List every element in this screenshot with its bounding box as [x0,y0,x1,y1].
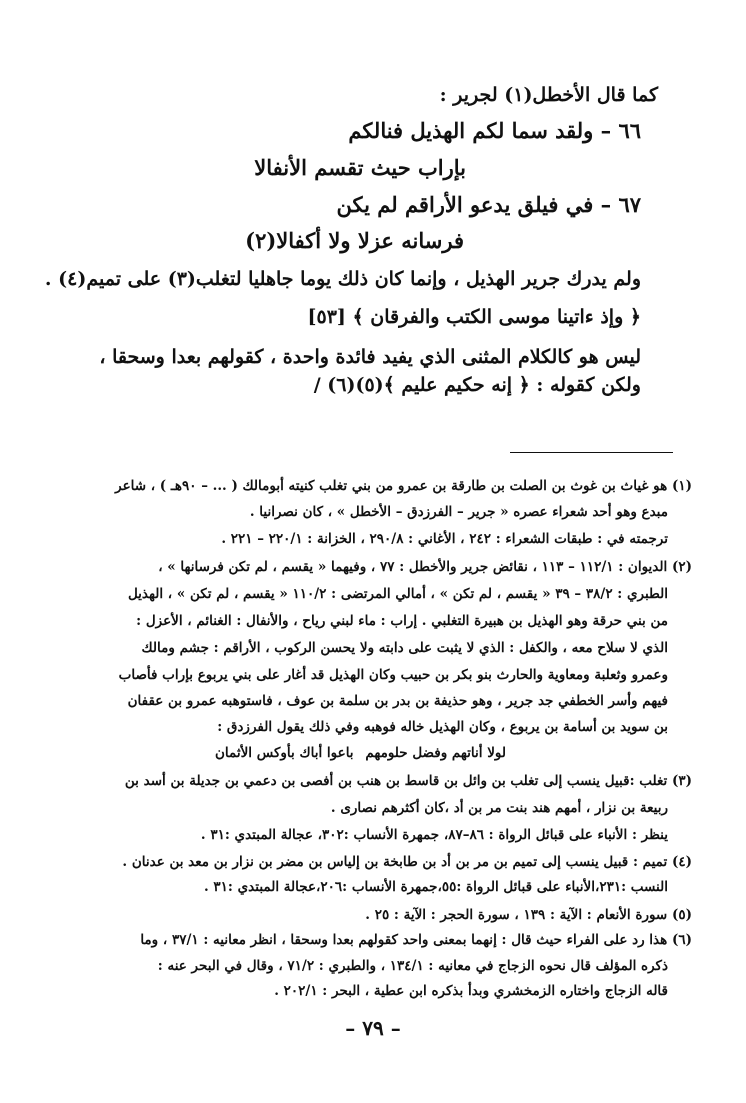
footnote-2-line-5: وعمرو وثعلبة ومعاوية والحارث بنو بكر بن حبيب وكان الهذيل قد أغار على بني يربوع بإراب فأصاب [118,667,668,683]
footnote-2-verse-first-hemistich: لولا أناتهم وفضل حلومهم [365,745,506,761]
footnote-divider [510,452,673,453]
footnote-2-line-2: الطبري : ٣٨/٢ – ٣٩ « يقسم ، لم تكن » ، أمالي المرتضى : ١١٠/٢ « يقسم ، لم تكن » ، الهذيل [127,586,668,602]
footnote-6-line-1: (٦) هذا رد على الفراء حيث قال : إنهما بمعنى واحد كقولهم بعدا وسحقا ، انظر معانيه : ٣٧/١ ، وما [140,932,692,948]
footnote-5-line-1: (٥) سورة الأنعام : الآية : ١٣٩ ، سورة الحجر : الآية : ٢٥ . [365,907,692,923]
verse-66-first-hemistich: ٦٦ – ولقد سما لكم الهذيل فنالكم [348,118,641,143]
footnote-3-line-3: ينظر : الأنباء على قبائل الرواة : ٨٦–٨٧، جمهرة الأنساب :٣٠٢، عجالة المبتدي :٣١ . [200,827,668,843]
verse-66-second-hemistich: بإراب حيث تقسم الأنفالا [254,155,466,180]
jarir-line: ولم يدرك جرير الهذيل ، وإنما كان ذلك يوما جاهليا لتغلب(٣) على تميم(٤) . [44,268,641,290]
verse-67-second-hemistich: فرسانه عزلا ولا أكفالا(٢) [245,228,464,253]
quran-ayah-line: ﴿ وإذ ءاتينا موسى الكتب والفرقان ﴾ [٥٣] [307,306,641,328]
footnote-1-line-2: مبدع وهو أحد شعراء عصره « جرير – الفرزدق – الأخطل » ، كان نصرانيا . [249,504,668,520]
footnote-2-line-1: (٢) الديوان : ١١٢/١ – ١١٣ ، نقائض جرير والأخطل : ٧٧ ، وفيهما « يقسم ، لم تكن فرسانها » ، [158,559,692,575]
footnote-2-verse-second-hemistich: باعوا أباك بأوكس الأثمان [215,745,354,761]
footnote-6-line-2: ذكره المؤلف قال نحوه الزجاج في معانيه : ١٣٤/١ ، والطبري : ٧١/٢ ، وقال في البحر عنه : [157,958,668,974]
verse-67-first-hemistich: ٦٧ – في فيلق يدعو الأراقم لم يكن [336,192,641,217]
footnote-2-line-7: بن سويد بن أسامة بن يربوع ، وكان الهذيل خاله فوهبه وفي ذلك يقول الفرزدق : [217,719,668,735]
footnote-2-line-4: الذي لا سلاح معه ، والكفل : الذي لا يثبت على دابته ولا يحسن الركوب ، الأراقم : جشم ومالك [141,640,668,656]
footnote-4-line-2: النسب :٢٣١،الأنباء على قبائل الرواة :٥٥،جمهرة الأنساب :٢٠٦،عجالة المبتدي :٣١ . [204,879,668,895]
intro-line: كما قال الأخطل(١) لجرير : [439,84,658,106]
laysa-line: ليس هو كالكلام المثنى الذي يفيد فائدة واحدة ، كقولهم بعدا وسحقا ، [99,346,641,368]
footnote-2-line-3: من بني حرقة وهو الهذيل بن هبيرة التغلبي . إراب : ماء لبني رياح ، والأنفال : الغنائم ، الأعزل : [136,613,668,629]
footnote-4-line-1: (٤) تميم : قبيل ينسب إلى تميم بن مر بن أد بن طابخة بن إلياس بن مضر بن نزار بن معد بن عدنان . [122,854,692,870]
footnote-6-line-3: قاله الزجاج واختاره الزمخشري وبدأ بذكره ابن عطية ، البحر : ٢٠٢/١ . [274,983,668,999]
lakin-line: ولكن كقوله : ﴿ إنه حكيم عليم ﴾(٥)(٦) / [313,374,641,396]
footnote-1-line-3: ترجمته في : طبقات الشعراء : ٢٤٢ ، الأغاني : ٢٩٠/٨ ، الخزانة : ٢٢٠/١ – ٢٢١ . [221,531,668,547]
footnote-1-line-1: (١) هو غياث بن غوث بن الصلت بن طارقة بن عمرو من بني تغلب كنيته أبومالك ( ... – ٩٠هـ ) ، شاعر [115,478,692,494]
footnote-2-line-6: فيهم وأسر الخطفي جد جرير ، وهو حذيفة بن بدر بن سلمة بن عوف ، فاستوهبه عمرو بن عقفان [127,693,668,709]
page-number: – ٧٩ – [345,1016,401,1040]
footnote-3-line-2: ربيعة بن نزار ، أمهم هند بنت مر بن أد ،كان أكثرهم نصارى . [330,800,668,816]
footnote-3-line-1: (٣) تغلب :قبيل ينسب إلى تغلب بن وائل بن قاسط بن هنب بن أفصى بن دعمي بن جديلة بن أسد بن [124,773,692,789]
